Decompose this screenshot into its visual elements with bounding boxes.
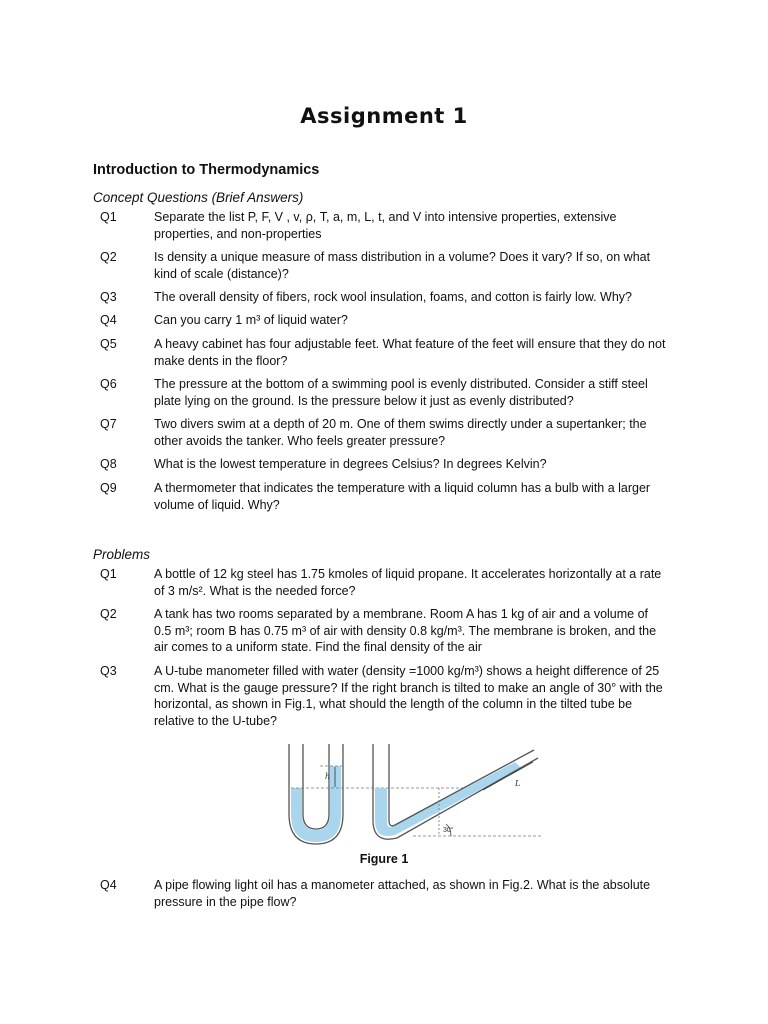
angle-label: 30° (443, 827, 454, 834)
question-text: Separate the list P, F, V , v, ρ, T, a, m, L, t, and V into intensive properties, extensive properties, and non-properties (154, 210, 617, 241)
problem-text: A pipe flowing light oil has a manometer attached, as shown in Fig.2. What is the absolute pressure in the pipe flow? (154, 878, 651, 909)
problem-number: Q4 (100, 878, 117, 892)
problem-number: Q3 (100, 664, 117, 678)
problems-heading: Problems (93, 547, 151, 562)
problem-text: A bottle of 12 kg steel has 1.75 kmoles of liquid propane. It accelerates horizontally at a rate of 3 m/s². What is the needed force? (154, 567, 662, 598)
figure-caption: Figure 1 (359, 852, 409, 866)
problem-text: A U-tube manometer filled with water (density =1000 kg/m³) shows a height difference of 25 cm. What is the gauge pressure? If the right branch is tilted to make an angle of 30° with the horizontal, as shown in Fig.1, what should the length of the column in the tilted tube be relative to the U-tube? (154, 664, 663, 728)
question-number: Q7 (100, 417, 117, 431)
question-text: Can you carry 1 m³ of liquid water? (154, 313, 348, 327)
height-label: h (325, 772, 331, 781)
problem-number: Q2 (100, 607, 117, 621)
manometer-figure (283, 740, 543, 848)
section-title: Introduction to Thermodynamics (93, 162, 320, 178)
question-text: A thermometer that indicates the temperature with a liquid column has a bulb with a larger volume of liquid. Why? (154, 481, 651, 512)
page-title: Assignment 1 (300, 104, 468, 128)
question-text: A heavy cabinet has four adjustable feet. What feature of the feet will ensure that they do not make dents in the floor? (154, 337, 666, 368)
tilted-tube-water (375, 762, 521, 836)
question-number: Q6 (100, 377, 117, 391)
question-text: The pressure at the bottom of a swimming pool is evenly distributed. Consider a stiff steel plate lying on the ground. Is the pressure below it just as evenly distributed? (154, 377, 648, 408)
problem-text: A tank has two rooms separated by a membrane. Room A has 1 kg of air and a volume of 0.5 m³; room B has 0.75 m³ of air with density 0.8 kg/m³. The membrane is broken, and the air comes to a uniform state. Find the final density of the air (154, 607, 657, 654)
question-text: Two divers swim at a depth of 20 m. One of them swims directly under a supertanker; the other avoids the tanker. Who feels greater pressure? (154, 417, 647, 448)
question-text: The overall density of fibers, rock wool insulation, foams, and cotton is fairly low. Why? (154, 290, 632, 304)
question-number: Q3 (100, 290, 117, 304)
question-number: Q1 (100, 210, 117, 224)
question-number: Q9 (100, 481, 117, 495)
problem-number: Q1 (100, 567, 117, 581)
question-number: Q4 (100, 313, 117, 327)
question-text: Is density a unique measure of mass distribution in a volume? Does it vary? If so, on what kind of scale (distance)? (154, 250, 651, 281)
length-label: L (515, 779, 521, 788)
u-tube-water (291, 766, 341, 842)
question-number: Q2 (100, 250, 117, 264)
tilted-tube-inner (389, 744, 534, 826)
u-tube-inner (303, 744, 329, 829)
concept-heading: Concept Questions (Brief Answers) (93, 190, 304, 205)
question-number: Q8 (100, 457, 117, 471)
question-number: Q5 (100, 337, 117, 351)
question-text: What is the lowest temperature in degrees Celsius? In degrees Kelvin? (154, 457, 547, 471)
